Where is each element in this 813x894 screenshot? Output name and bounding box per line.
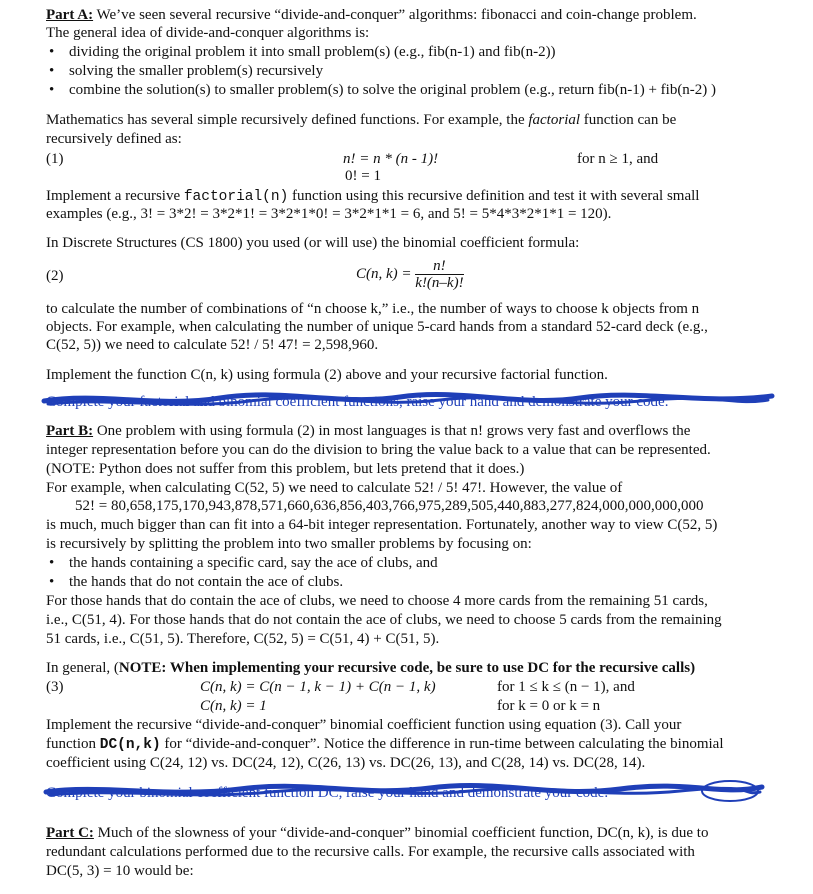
part-b-line-8: For those hands that do contain the ace of clubs, we need to choose 4 more cards from the remaining 51 cards, [46, 593, 708, 609]
part-b-line-7: is recursively by splitting the problem into two smaller problems by focusing on: [46, 536, 532, 552]
equation-1-number: (1) [46, 151, 64, 167]
part-b-line-6: is much, much bigger than can fit into a 64-bit integer representation. Fortunately, another way to view C(52, 5) [46, 517, 718, 533]
part-b-line-9: i.e., C(51, 4). For those hands that do not contain the ace of clubs, we need to choose 5 cards from the remaining [46, 612, 722, 628]
equation-3-condition-2: for k = 0 or k = n [497, 698, 601, 714]
part-b-line-4: For example, when calculating C(52, 5) we need to calculate 52! / 5! 47!. However, the value of [46, 480, 623, 496]
equation-2 [356, 258, 464, 291]
equation-1-line-1: n! = n * (n - 1)! [343, 151, 439, 167]
part-b-heading: Part B: [46, 423, 94, 439]
part-b-line-10: 51 cards, i.e., C(51, 5). Therefore, C(52, 5) = C(51, 4) + C(51, 5). [46, 631, 440, 647]
equation-3-number: (3) [46, 679, 64, 695]
part-c-line-3: DC(5, 3) = 10 would be: [46, 863, 194, 879]
part-b-line-1: Part B: One problem with using formula (2) in most languages is that n! grows very fast and overflows the [46, 423, 691, 439]
equation-3-line-2: C(n, k) = 1 [200, 698, 267, 714]
calc-line-1: to calculate the number of combinations of “n choose k,” i.e., the number of ways to choose k objects from n [46, 301, 700, 317]
implement-dc-line-3: coefficient using C(24, 12) vs. DC(24, 12), C(26, 13) vs. DC(26, 13), and C(28, 14) vs. DC(28, 14). [46, 755, 646, 771]
factorial-code: factorial(n) [183, 189, 289, 205]
calc-line-2: objects. For example, when calculating the number of unique 5-card hands from a standard 52-card deck (e.g., [46, 319, 708, 335]
part-b-line-5: 52! = 80,658,175,170,943,878,571,660,636,856,403,766,975,289,505,440,883,277,824,000,000,000,000 [75, 498, 704, 514]
part-c-line-1: Part C: Much of the slowness of your “divide-and-conquer” binomial coefficient function, DC(n, k), is due to [46, 825, 709, 841]
math-paragraph-line-1: Mathematics has several simple recursively defined functions. For example, the factorial function can be [46, 112, 677, 128]
equation-2-fraction: $\frac{n!}{k!(n-k)!}$ [415, 258, 464, 291]
note-bold: NOTE: When implementing your recursive code, be sure to use DC for the recursive calls) [118, 660, 696, 676]
equation-1-line-2: 0! = 1 [345, 168, 381, 184]
equation-2-lhs: C(n, k) = [356, 266, 412, 282]
discrete-structures-line: In Discrete Structures (CS 1800) you used (or will use) the binomial coefficient formula: [46, 235, 580, 251]
part-a-line-1: Part A: We’ve seen several recursive “divide-and-conquer” algorithms: fibonacci and coin-change problem. [46, 7, 697, 23]
implement-dc-line-1: Implement the recursive “divide-and-conquer” binomial coefficient function using equation (3). Call your [46, 717, 682, 733]
part-a-line-2: The general idea of divide-and-conquer algorithms is: [46, 25, 370, 41]
in-general-line: In general, (NOTE: When implementing your recursive code, be sure to use DC for the recursive calls) [46, 660, 696, 676]
equation-3-condition-1: for 1 ≤ k ≤ (n − 1), and [497, 679, 635, 695]
equation-2-number: (2) [46, 268, 64, 284]
dc-code: DC(n,k) [99, 737, 161, 753]
equation-1-condition: for n ≥ 1, and [577, 151, 659, 167]
implement-factorial-line-1: Implement a recursive factorial(n) function using this recursive definition and test it with several small [46, 188, 700, 205]
part-c-line-2: redundant calculations performed due to the recursive calls. For example, the recursive calls associated with [46, 844, 695, 860]
calc-line-3: C(52, 5)) we need to calculate 52! / 5! 47! = 2,598,960. [46, 337, 379, 353]
part-c-heading: Part C: [46, 825, 94, 841]
equation-3-line-1: C(n, k) = C(n − 1, k − 1) + C(n − 1, k) [200, 679, 436, 695]
checkpoint-1-text: Complete your factorial and binomial coefficient functions, raise your hand and demonstrate your code. [46, 394, 669, 410]
part-b-line-2: integer representation before you can do the division to bring the value back to a value that can be represented. [46, 442, 711, 458]
part-a-heading: Part A: [46, 7, 94, 23]
checkpoint-2-text: Complete your binomial coefficient function DC, raise your hand and demonstrate your code. [46, 785, 609, 801]
implement-c-line: Implement the function C(n, k) using formula (2) above and your recursive factorial function. [46, 367, 608, 383]
implement-factorial-line-2: examples (e.g., 3! = 3*2! = 3*2*1! = 3*2*1*0! = 3*2*1*1 = 6, and 5! = 5*4*3*2*1*1 = 120). [46, 206, 612, 222]
implement-dc-line-2: function DC(n,k) for “divide-and-conquer”. Notice the difference in run-time between calculating the binomial [46, 736, 724, 753]
math-paragraph-line-2: recursively defined as: [46, 131, 182, 147]
part-b-line-3: (NOTE: Python does not suffer from this problem, but lets pretend that it does.) [46, 461, 525, 477]
